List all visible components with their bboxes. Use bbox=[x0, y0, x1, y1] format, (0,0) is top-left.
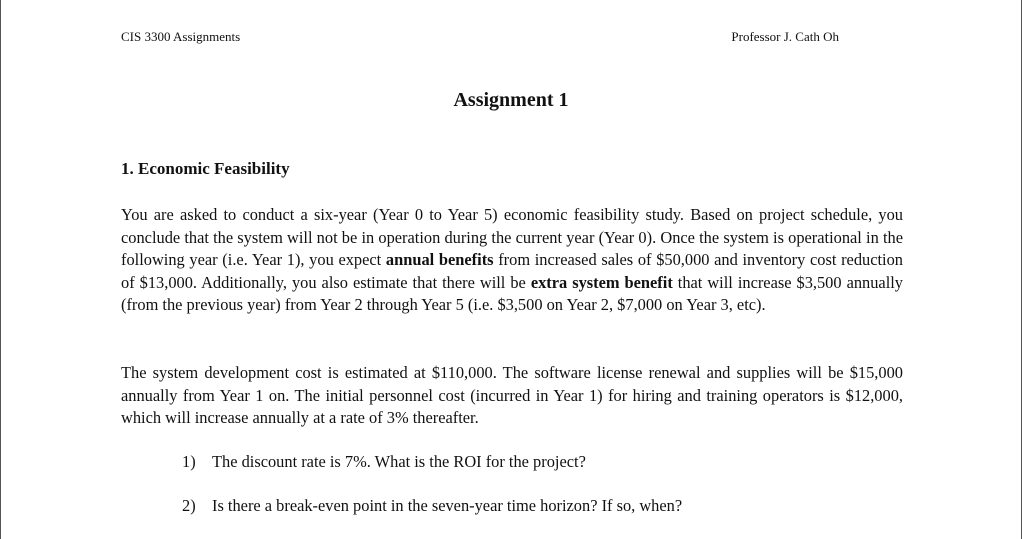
page-title: Assignment 1 bbox=[453, 89, 569, 111]
paragraph-benefits-text-1: You are asked to conduct a six-year (Year 0 to Year 5) economic feasibility study. Based on project schedule, you conclude that the system will not be in operation during the current year (Year 0). Once the system is operational in the following year (i.e. Year 1), you expect bbox=[121, 205, 903, 269]
header-course: CIS 3300 Assignments bbox=[121, 29, 241, 44]
question-item bbox=[182, 495, 682, 517]
question-item bbox=[182, 451, 586, 473]
paragraph-costs: The system development cost is estimated at $110,000. The software license renewal and supplies will be $15,000 annually from Year 1 on. The initial personnel cost (incurred in Year 1) for hiring and training operators is $12,000, which will increase annually at a rate of 3% thereafter. bbox=[121, 363, 903, 427]
question-text: The discount rate is 7%. What is the ROI for the project? bbox=[212, 452, 586, 471]
section-heading: 1. Economic Feasibility bbox=[121, 159, 290, 178]
question-text: Is there a break-even point in the seven-year time horizon? If so, when? bbox=[212, 496, 683, 515]
paragraph-benefits-text-3: that will increase $3,500 annually (from the previous year) from Year 2 through Year 5 (i.e. $3,500 on Year 2, $7,000 on Year 3, etc). bbox=[121, 272, 904, 314]
paragraph-benefits bbox=[121, 204, 903, 317]
annual-benefits-emphasis: annual benefits bbox=[385, 250, 494, 269]
question-number: 1) bbox=[182, 452, 196, 471]
extra-benefit-emphasis: extra system benefit bbox=[530, 272, 673, 292]
question-number: 2) bbox=[182, 496, 196, 515]
paragraph-benefits-text-2: from increased sales of $50,000 and inventory cost reduction of $13,000. Additionally, you also estimate that there will be bbox=[121, 250, 903, 292]
header-professor: Professor J. Cath Oh bbox=[731, 29, 839, 44]
